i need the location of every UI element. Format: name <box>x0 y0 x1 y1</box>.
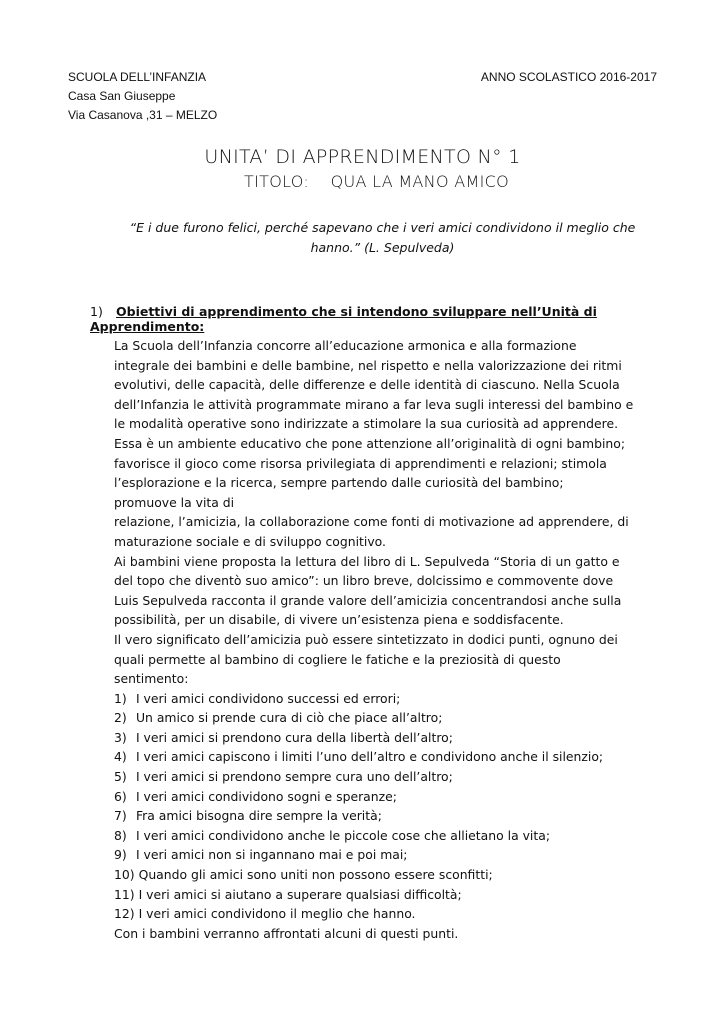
list-item-text: Quando gli amici sono uniti non possono essere sconfitti; <box>138 867 493 883</box>
list-item <box>114 885 674 905</box>
list-item <box>114 747 674 767</box>
body-line: favorisce il gioco come risorsa privilegiata di apprendimenti e relazioni; stimola <box>114 455 607 471</box>
list-item <box>114 767 674 787</box>
body-line: possibilità, per un disabile, di vivere un’esistenza piena e soddisfacente. <box>114 612 564 628</box>
list-item <box>114 689 674 709</box>
school-year: ANNO SCOLASTICO 2016-2017 <box>480 70 657 84</box>
list-item <box>114 826 674 846</box>
body-line: Essa è un ambiente educativo che pone attenzione all’originalità di ogni bambino; <box>114 435 625 451</box>
body-line: Ai bambini viene proposta la lettura del libro di L. Sepulveda “Storia di un gatto e <box>114 553 620 569</box>
list-item-number: 10) <box>114 867 135 883</box>
list-item <box>114 787 674 807</box>
list-item <box>114 708 674 728</box>
body-line: Luis Sepulveda racconta il grande valore dell’amicizia concentrandosi anche sulla <box>114 592 622 608</box>
body-line: promuove la vita di <box>114 494 235 510</box>
body-line: maturazione sociale e di sviluppo cognitivo. <box>114 533 386 549</box>
section-heading <box>90 304 690 334</box>
body-line: dell’Infanzia le attività programmate mirano a far leva sugli interessi del bambino e <box>114 396 634 412</box>
list-item <box>114 904 674 924</box>
body-line: integrale dei bambini e delle bambine, nel rispetto e nella valorizzazione dei ritmi <box>114 357 622 373</box>
list-item-number: 7) <box>114 808 127 824</box>
body-line: le modalità operative sono indirizzate a stimolare la sua curiosità ad apprendere. <box>114 416 619 432</box>
school-name: SCUOLA DELL’INFANZIA <box>68 70 207 84</box>
list-item-text: I veri amici capiscono i limiti l’uno dell’altro e condividono anche il silenzio; <box>135 749 604 765</box>
section-number: 1) <box>90 304 103 319</box>
list-item-number: 2) <box>114 710 127 726</box>
list-item-text: I veri amici si prendono sempre cura uno dell’altro; <box>135 769 453 785</box>
list-item-text: I veri amici condividono anche le piccole cose che allietano la vita; <box>135 827 550 843</box>
epigraph-quote <box>110 218 655 258</box>
list-item-text: Fra amici bisogna dire sempre la verità; <box>135 808 382 824</box>
list-item-number: 1) <box>114 690 127 706</box>
list-item <box>114 845 674 865</box>
list-item <box>114 728 674 748</box>
list-item-number: 11) <box>114 886 135 902</box>
list-item-number: 3) <box>114 729 127 745</box>
list-item-number: 12) <box>114 906 135 922</box>
list-item-text: I veri amici si prendono cura della libertà dell’altro; <box>135 729 453 745</box>
body-paragraphs <box>114 336 674 689</box>
list-item-text: I veri amici si aiutano a superare qualsiasi difficoltà; <box>138 886 462 902</box>
list-item-text: Un amico si prende cura di ciò che piace all’altro; <box>135 710 443 726</box>
list-item-text: I veri amici non si ingannano mai e poi mai; <box>135 847 408 863</box>
body-line: Il vero significato dell’amicizia può essere sintetizzato in dodici punti, ognuno dei <box>114 631 618 647</box>
list-item-number: 6) <box>114 788 127 804</box>
list-item-number: 4) <box>114 749 127 765</box>
friendship-points-list <box>114 689 674 924</box>
quote-line: hanno.” (L. Sepulveda) <box>310 240 455 255</box>
list-item-number: 5) <box>114 769 127 785</box>
school-branch: Casa San Giuseppe <box>68 89 176 103</box>
body-line: La Scuola dell’Infanzia concorre all’educazione armonica e alla formazione <box>114 338 577 353</box>
body-line: l’esplorazione e la ricerca, sempre partendo dalle curiosità del bambino; <box>114 475 564 491</box>
school-info <box>68 68 217 125</box>
body-line: relazione, l’amicizia, la collaborazione come fonti di motivazione ad apprendere, di <box>114 514 629 530</box>
list-item-text: I veri amici condividono il meglio che hanno. <box>138 906 416 922</box>
school-address: Via Casanova ,31 – MELZO <box>68 108 218 122</box>
body-line: evolutivi, delle capacità, delle differenze e delle identità di ciascuno. Nella Scuola <box>114 377 620 393</box>
body-line: del topo che diventò suo amico”: un libro breve, dolcissimo e commovente dove <box>114 573 614 589</box>
list-item-number: 8) <box>114 827 127 843</box>
unit-subtitle: TITOLO: QUA LA MANO AMICO <box>244 172 509 191</box>
list-item <box>114 806 674 826</box>
body-text <box>114 336 674 943</box>
unit-title: UNITA’ DI APPRENDIMENTO N° 1 <box>204 146 521 168</box>
list-item <box>114 865 674 885</box>
section-heading-text: Obiettivi di apprendimento che si intendono sviluppare nell’Unità di Apprendimento: <box>90 304 597 334</box>
body-line: quali permette al bambino di cogliere le fatiche e la preziosità di questo <box>114 651 561 667</box>
closing-sentence: Con i bambini verranno affrontati alcuni di questi punti. <box>114 925 459 941</box>
list-item-text: I veri amici condividono sogni e speranze; <box>135 788 397 804</box>
body-line: sentimento: <box>114 671 189 687</box>
list-item-number: 9) <box>114 847 127 863</box>
list-item-text: I veri amici condividono successi ed errori; <box>135 690 401 706</box>
quote-line: “E i due furono felici, perché sapevano che i veri amici condividono il meglio che <box>129 220 636 235</box>
